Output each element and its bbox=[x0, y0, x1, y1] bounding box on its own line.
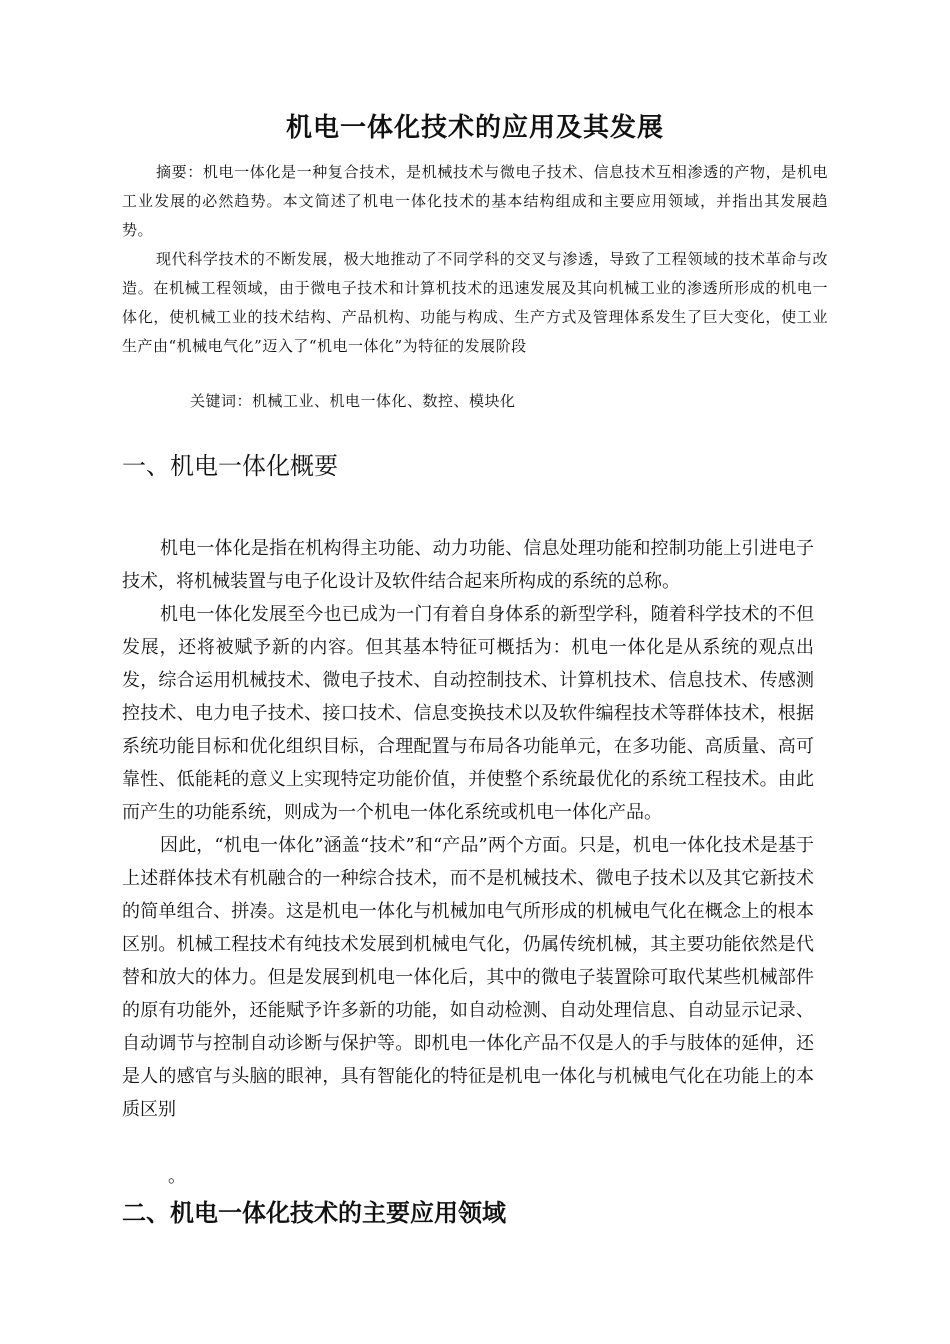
section-body-overview bbox=[122, 532, 814, 1126]
trailing-period: 。 bbox=[168, 1166, 186, 1187]
body-paragraph: 因此，“机电一体化”涵盖“技术”和“产品”两个方面。只是，机电一体化技术是基于上述群体技术有机融合的一种综合技术，而不是机械技术、微电子技术以及其它新技术的简单组合、拼凑。这是机电一体化与机械加电气所形成的机械电气化在概念上的根本区别。机械工程技术有纯技术发展到机械电气化，仍属传统机械，其主要功能依然是代替和放大的体力。但是发展到机电一体化后，其中的微电子装置除可取代某些机械部件的原有功能外，还能赋予许多新的功能，如自动检测、自动处理信息、自动显示记录、自动调节与控制自动诊断与保护等。即机电一体化产品不仅是人的手与肢体的延伸，还是人的感官与头脑的眼神，具有智能化的特征是机电一体化与机械电气化在功能上的本质区别 bbox=[122, 835, 814, 1120]
abstract-paragraph: 摘要：机电一体化是一种复合技术，是机械技术与微电子技术、信息技术互相渗透的产物，是机电工业发展的必然趋势。本文简述了机电一体化技术的基本结构组成和主要应用领域，并指出其发展趋势。 bbox=[122, 163, 828, 239]
body-paragraph: 机电一体化发展至今也已成为一门有着自身体系的新型学科，随着科学技术的不但发展，还将被赋予新的内容。但其基本特征可概括为：机电一体化是从系统的观点出发，综合运用机械技术、微电子技术、自动控制技术、计算机技术、信息技术、传感测控技术、电力电子技术、接口技术、信息变换技术以及软件编程技术等群体技术，根据系统功能目标和优化组织目标，合理配置与布局各功能单元，在多功能、高质量、高可靠性、低能耗的意义上实现特定功能价值，并使整个系统最优化的系统工程技术。由此而产生的功能系统，则成为一个机电一体化系统或机电一体化产品。 bbox=[122, 604, 814, 823]
keywords-line: 关键词：机械工业、机电一体化、数控、模块化 bbox=[190, 392, 516, 410]
abstract-paragraph: 现代科学技术的不断发展，极大地推动了不同学科的交叉与渗透，导致了工程领域的技术革命与改造。在机械工程领域，由于微电子技术和计算机技术的迅速发展及其向机械工业的渗透所形成的机电一体化，使机械工业的技术结构、产品机构、功能与构成、生产方式及管理体系发生了巨大变化，使工业生产由“机械电气化”迈入了“机电一体化”为特征的发展阶段 bbox=[122, 250, 828, 355]
section-heading-overview: 一、机电一体化概要 bbox=[122, 452, 338, 480]
section-heading-applications: 二、机电一体化技术的主要应用领域 bbox=[122, 1198, 506, 1227]
document-title: 机电一体化技术的应用及其发展 bbox=[285, 113, 664, 143]
body-paragraph: 机电一体化是指在机构得主功能、动力功能、信息处理功能和控制功能上引进电子技术，将机械装置与电子化设计及软件结合起来所构成的系统的总称。 bbox=[122, 538, 814, 592]
abstract-block bbox=[122, 158, 828, 361]
